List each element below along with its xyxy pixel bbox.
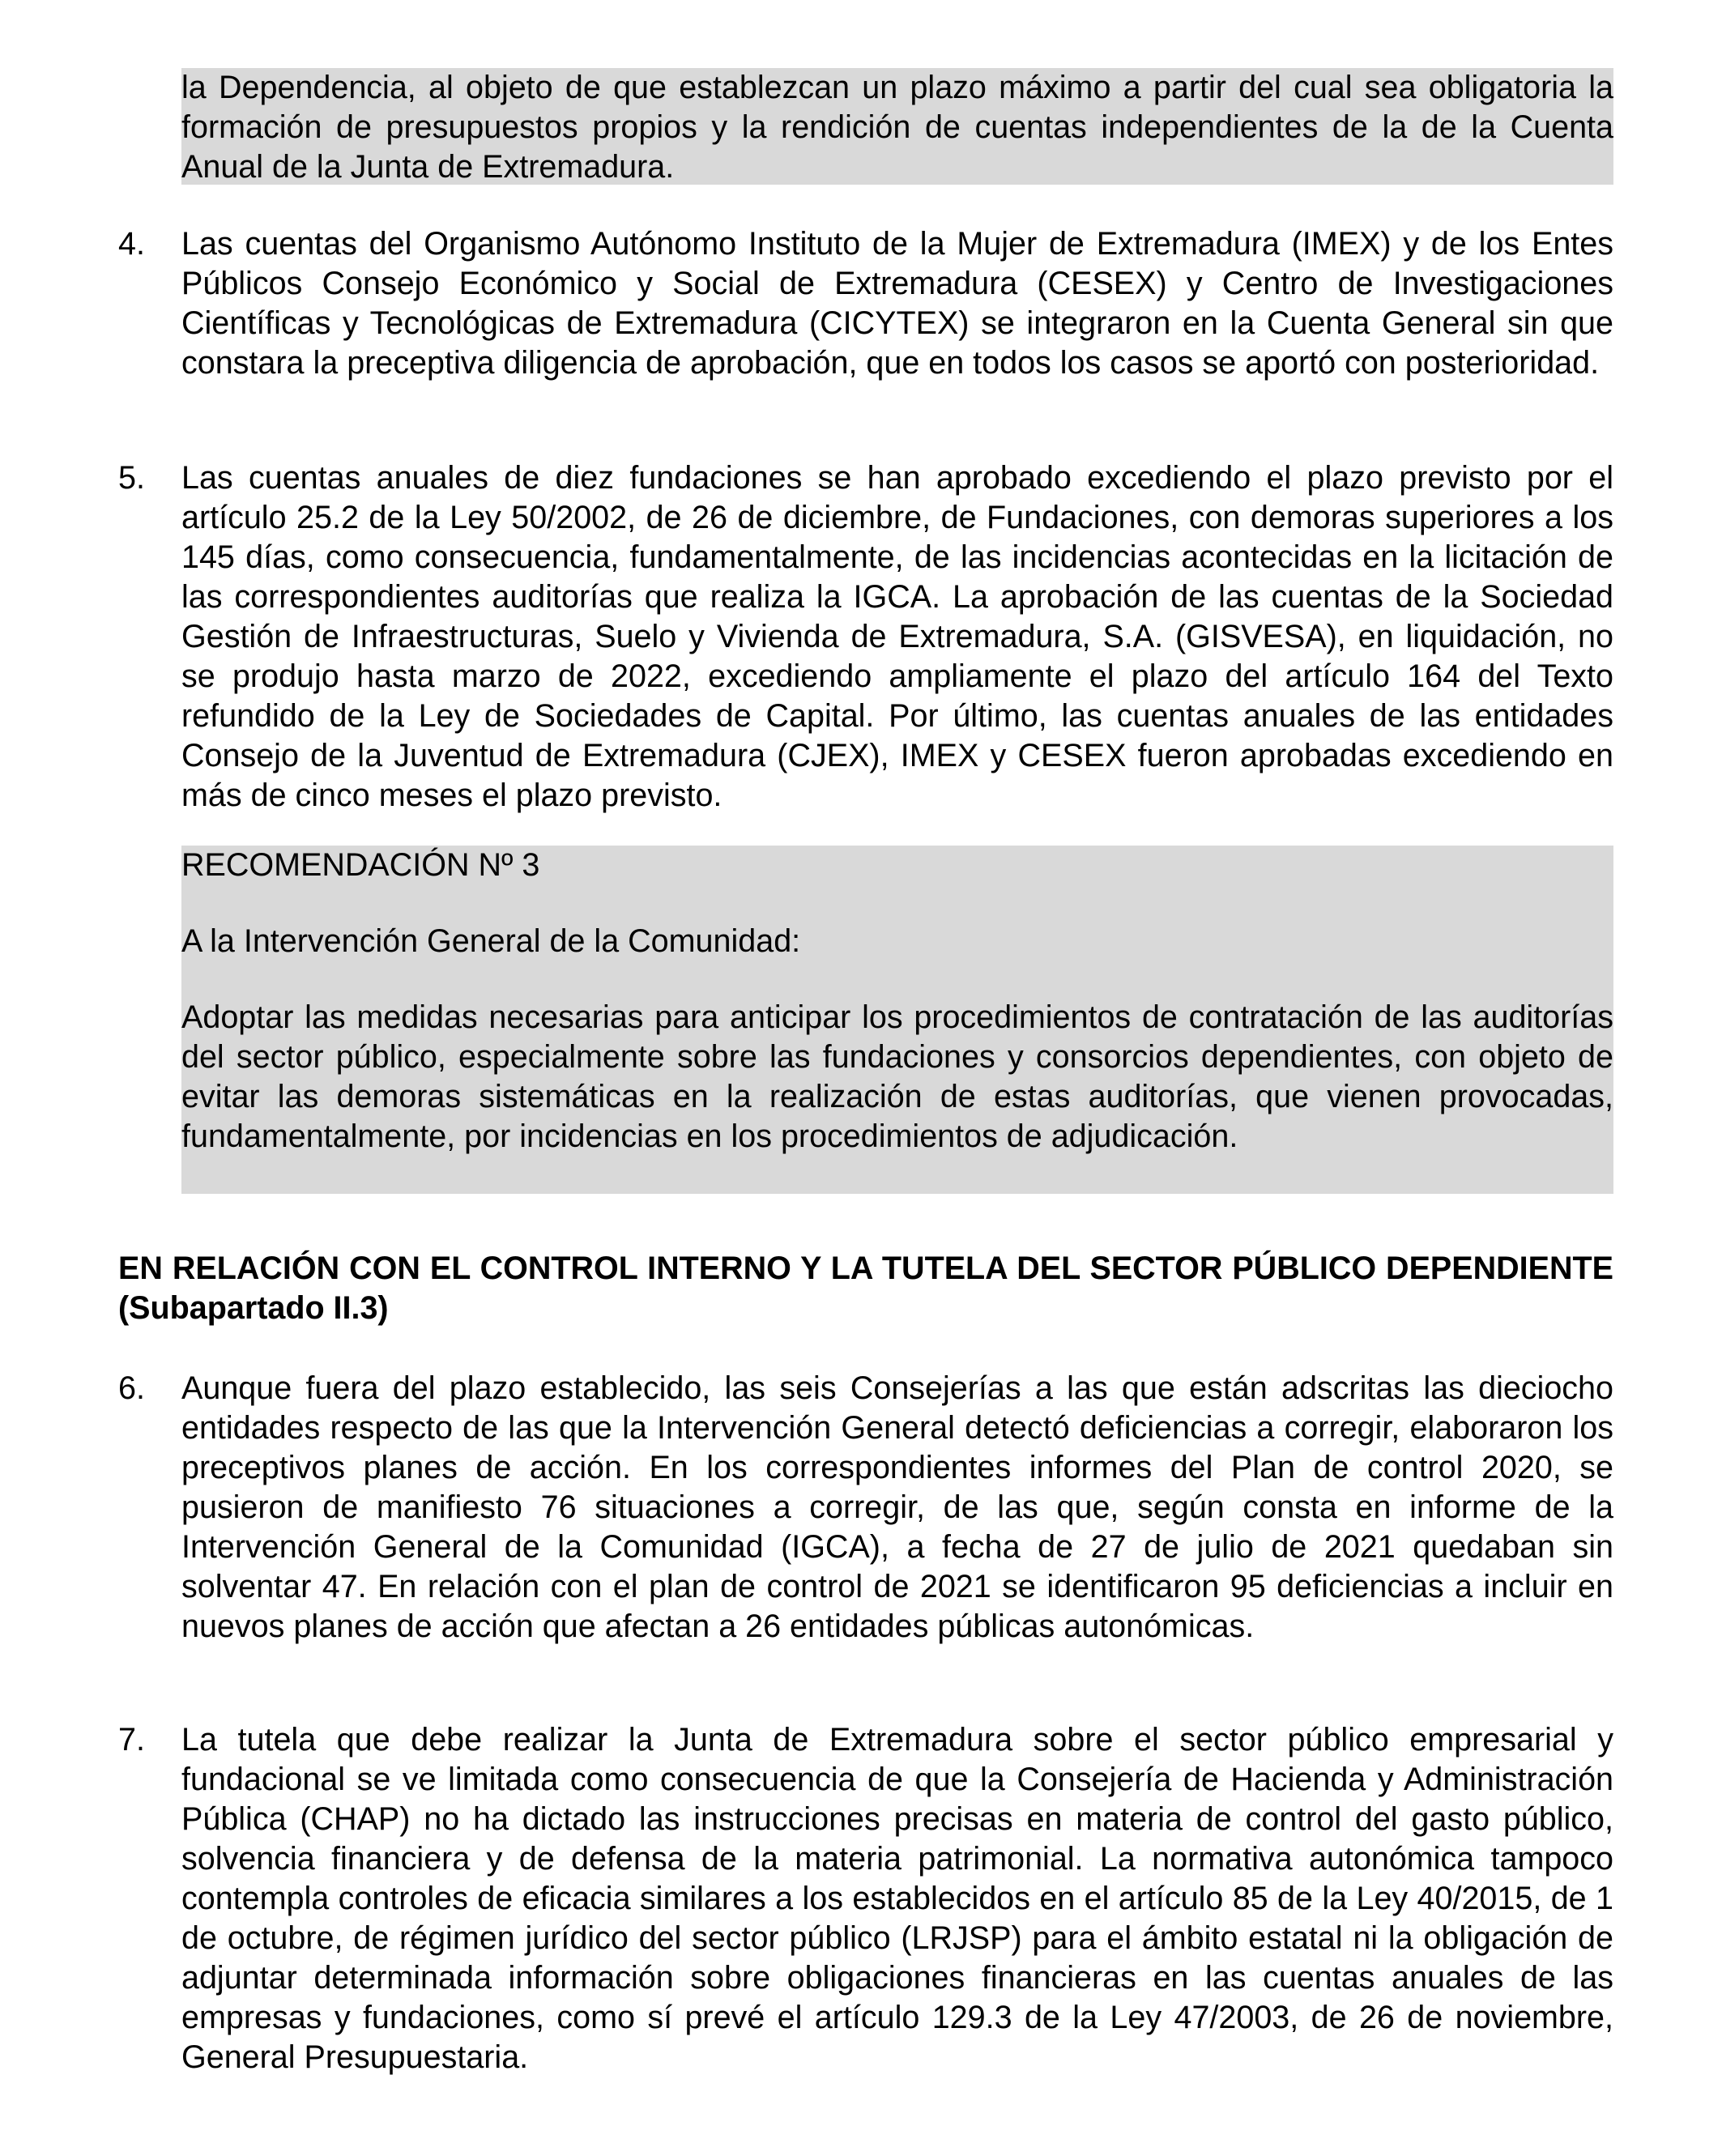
list-item-number: 4. xyxy=(118,226,145,262)
list-item-text: Las cuentas del Organismo Autónomo Instituto de la Mujer de Extremadura (IMEX) y de los Entes Públicos Consejo Económico y Social de Extremadura (CESEX) y Centro de Investigaciones Científicas y Tecnológicas de Extremadura (CICYTEX) se integraron en la Cuenta General sin que constara la preceptiva diligencia de aprobación, que en todos los casos se aportó con posterioridad. xyxy=(181,226,1613,381)
list-item-text: Aunque fuera del plazo establecido, las seis Consejerías a las que están adscritas las dieciocho entidades respecto de las que la Intervención General detectó deficiencias a corregir, elaboraron los preceptivos planes de acción. En los correspondientes informes del Plan de control 2020, se pusieron de manifiesto 76 situaciones a corregir, de las que, según consta en informe de la Intervención General de la Comunidad (IGCA), a fecha de 27 de julio de 2021 quedaban sin solventar 47. En relación con el plan de control de 2021 se identificaron 95 deficiencias a incluir en nuevos planes de acción que afectan a 26 entidades públicas autonómicas. xyxy=(181,1370,1613,1644)
recommendation-3-addressee: A la Intervención General de la Comunidad: xyxy=(181,923,801,959)
recommendation-3-text: Adoptar las medidas necesarias para anticipar los procedimientos de contratación de las auditorías del sector público, especialmente sobre las fundaciones y consorcios dependientes, con objeto de evitar las demoras sistemáticas en la realización de estas auditorías, que vienen provocadas, fundamentalmente, por incidencias en los procedimientos de adjudicación. xyxy=(181,999,1613,1154)
list-item-text: La tutela que debe realizar la Junta de Extremadura sobre el sector público empresarial y fundacional se ve limitada como consecuencia de que la Consejería de Hacienda y Administración Pública (CHAP) no ha dictado las instrucciones precisas en materia de control del gasto público, solvencia financiera y de defensa de la materia patrimonial. La normativa autonómica tampoco contempla controles de eficacia similares a los establecidos en el artículo 85 de la Ley 40/2015, de 1 de octubre, de régimen jurídico del sector público (LRJSP) para el ámbito estatal ni la obligación de adjuntar determinada información sobre obligaciones financieras en las cuentas anuales de las empresas y fundaciones, como sí prevé el artículo 129.3 de la Ley 47/2003, de 26 de noviembre, General Presupuestaria. xyxy=(181,1722,1613,2075)
list-item-number: 7. xyxy=(118,1722,145,1758)
recommendation-continuation-box xyxy=(181,68,1613,185)
recommendation-3-box xyxy=(181,846,1613,1194)
list-item-number: 5. xyxy=(118,460,145,496)
recommendation-continuation-text: la Dependencia, al objeto de que establezcan un plazo máximo a partir del cual sea obligatoria la formación de presupuestos propios y la rendición de cuentas independientes de la de la Cuenta Anual de la Junta de Extremadura. xyxy=(181,70,1613,185)
list-item-text: Las cuentas anuales de diez fundaciones se han aprobado excediendo el plazo previsto por el artículo 25.2 de la Ley 50/2002, de 26 de diciembre, de Fundaciones, con demoras superiores a los 145 días, como consecuencia, fundamentalmente, de las incidencias acontecidas en la licitación de las correspondientes auditorías que realiza la IGCA. La aprobación de las cuentas de la Sociedad Gestión de Infraestructuras, Suelo y Vivienda de Extremadura, S.A. (GISVESA), en liquidación, no se produjo hasta marzo de 2022, excediendo ampliamente el plazo del artículo 164 del Texto refundido de la Ley de Sociedades de Capital. Por último, las cuentas anuales de las entidades Consejo de la Juventud de Extremadura (CJEX), IMEX y CESEX fueron aprobadas excediendo en más de cinco meses el plazo previsto. xyxy=(181,460,1613,813)
section-heading: EN RELACIÓN CON EL CONTROL INTERNO Y LA TUTELA DEL SECTOR PÚBLICO DEPENDIENTE (Subapartado II.3) xyxy=(118,1251,1613,1326)
recommendation-3-title: RECOMENDACIÓN Nº 3 xyxy=(181,847,540,883)
list-item-number: 6. xyxy=(118,1370,145,1406)
